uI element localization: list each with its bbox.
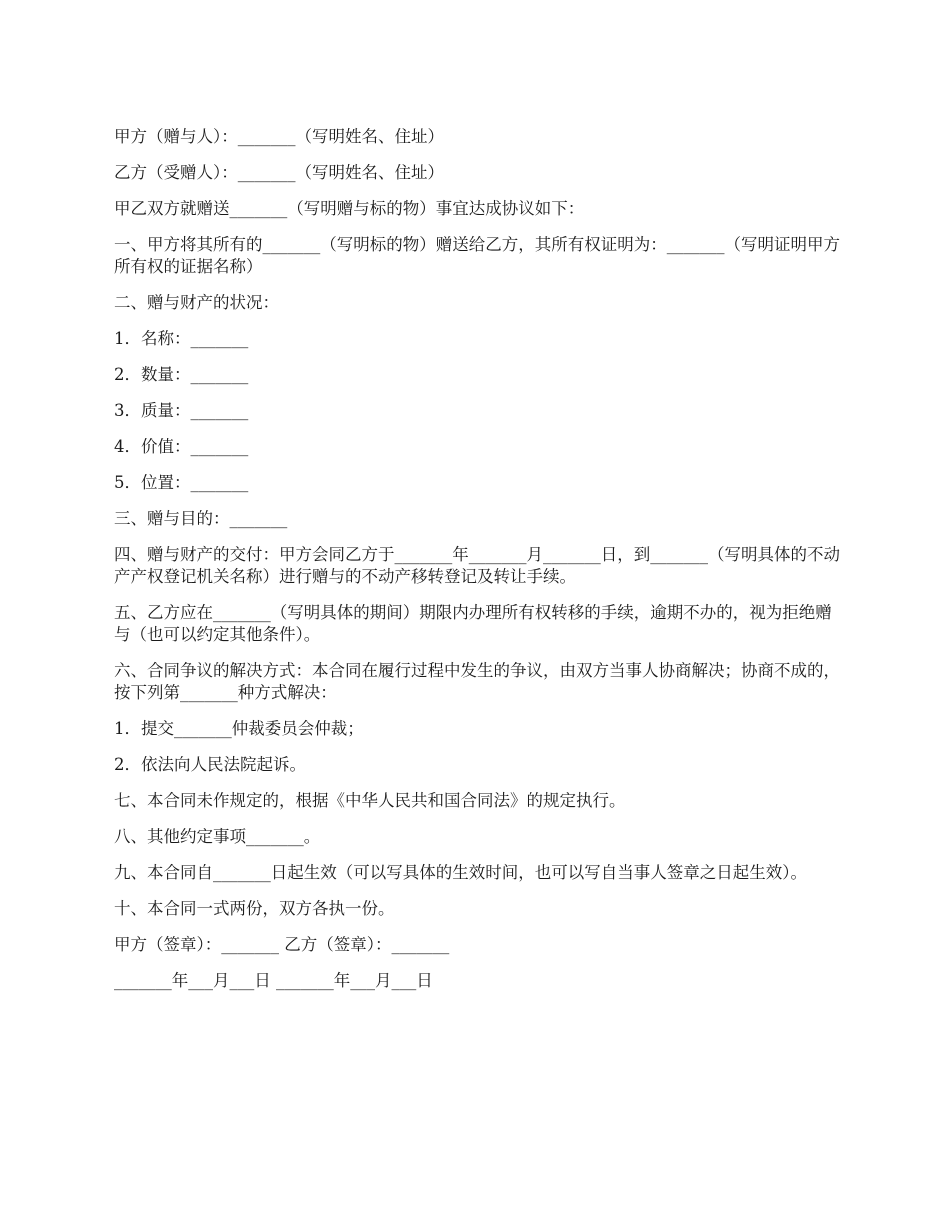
- property-name: 1．名称：_______: [114, 329, 249, 348]
- clause-2-heading: 二、赠与财产的状况：: [114, 293, 279, 312]
- dispute-option-1: 1．提交_______仲裁委员会仲裁；: [114, 719, 364, 738]
- party-b-line: 乙方（受赠人）：_______（写明姓名、住址）: [114, 163, 444, 182]
- agreement-intro: 甲乙双方就赠送_______（写明赠与标的物）事宜达成协议如下：: [114, 199, 585, 218]
- date-line: _______年___月___日 _______年___月___日: [114, 971, 433, 990]
- property-location: 5．位置：_______: [114, 473, 249, 492]
- property-value: 4．价值：_______: [114, 437, 249, 456]
- clause-10: 十、本合同一式两份，双方各执一份。: [114, 899, 395, 918]
- clause-3: 三、赠与目的：_______: [114, 509, 288, 528]
- signature-line: 甲方（签章）：_______ 乙方（签章）：_______: [114, 935, 450, 954]
- clause-4: 四、赠与财产的交付：甲方会同乙方于_______年_______月_______日，到_______（写明具体的不动产产权登记机关名称）进行赠与的不动产移转登记及转让手续。: [114, 545, 840, 586]
- property-quantity: 2．数量：_______: [114, 365, 249, 384]
- clause-9: 九、本合同自_______日起生效（可以写具体的生效时间，也可以写自当事人签章之日起生效）。: [114, 863, 807, 882]
- clause-6: 六、合同争议的解决方式：本合同在履行过程中发生的争议，由双方当事人协商解决；协商不成的，按下列第_______种方式解决：: [114, 661, 840, 702]
- party-a-line: 甲方（赠与人）：_______（写明姓名、住址）: [114, 127, 444, 146]
- dispute-option-2: 2．依法向人民法院起诉。: [114, 755, 306, 774]
- property-quality: 3．质量：_______: [114, 401, 249, 420]
- clause-1: 一、甲方将其所有的_______（写明标的物）赠送给乙方，其所有权证明为：_______（写明证明甲方所有权的证据名称）: [114, 235, 840, 276]
- document-body: [114, 126, 840, 1006]
- clause-8: 八、其他约定事项_______。: [114, 827, 321, 846]
- clause-5: 五、乙方应在_______（写明具体的期间）期限内办理所有权转移的手续，逾期不办的，视为拒绝赠与（也可以约定其他条件）。: [114, 603, 832, 644]
- clause-7: 七、本合同未作规定的，根据《中华人民共和国合同法》的规定执行。: [114, 791, 626, 810]
